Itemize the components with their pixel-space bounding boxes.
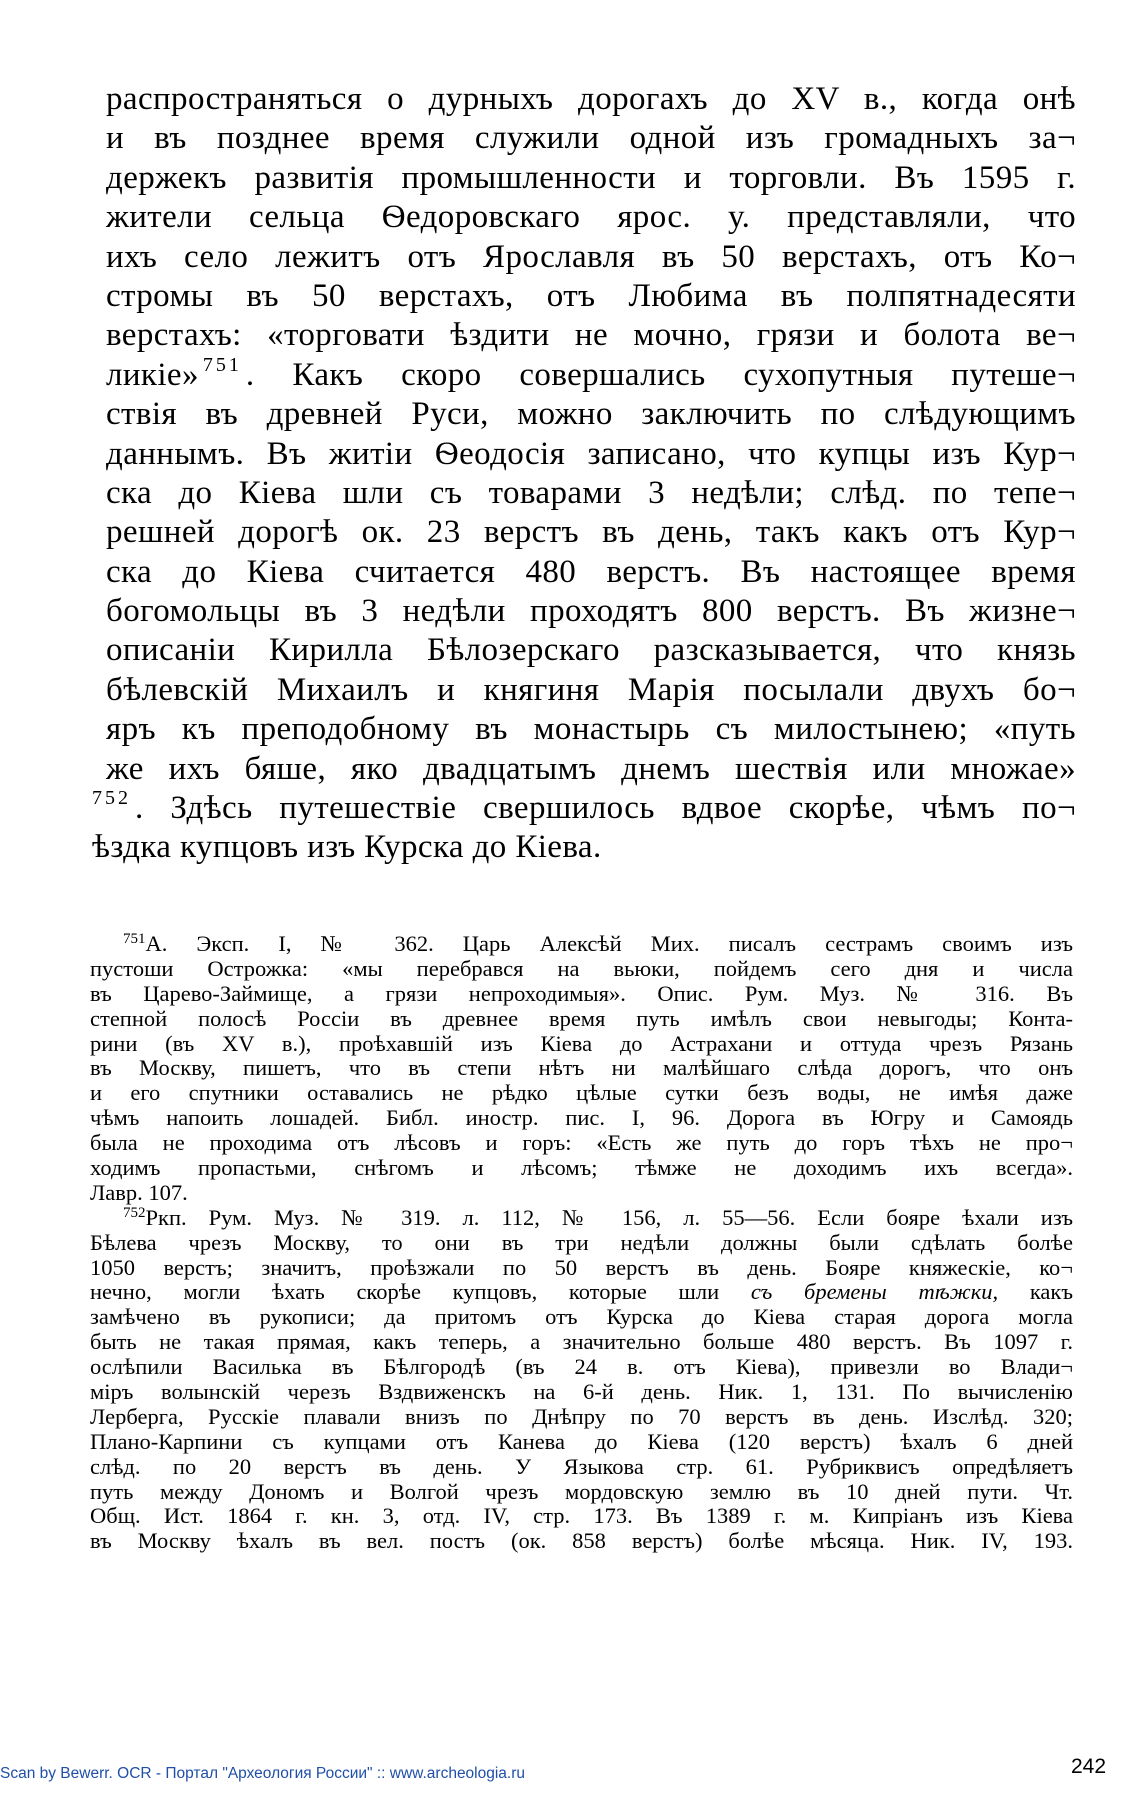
text-line: ска до Кіева считается 480 верстъ. Въ настоящее время [106,553,1076,590]
footnote-ref-751[interactable]: 751 [202,353,242,376]
footnote-mark: 751 [123,931,146,947]
footnote-text: А. Эксп. I, № 362. Царь Алексѣй Мих. писалъ сестрамъ своимъ изъ [145,931,1073,956]
footnote-text: какъ [1029,1279,1073,1305]
text-line: держекъ развитія промышленности и торговли. Въ 1595 г. [106,159,1076,196]
footnote-line: въ Москву, пишетъ, что въ степи нѣтъ ни малѣйшаго слѣда дорогъ, что онъ [90,1055,1073,1081]
main-text [92,80,1076,868]
footnote-line: слѣд. по 20 верстъ въ день. У Языкова стр. 61. Рубриквисъ опредѣляетъ [90,1453,1073,1479]
footnote-mark: 752 [123,1204,146,1221]
footnote-line: 1050 верстъ; значитъ, проѣзжали по 50 верстъ въ день. Бояре княжескіе, ко¬ [90,1254,1073,1280]
text-line: ствія въ древней Руси, можно заключить по слѣдующимъ [106,396,1076,433]
text-line [106,353,1076,395]
text-line: бѣлевскій Михаилъ и княгиня Марія посылали двухъ бо¬ [106,671,1076,708]
text-segment: . Какъ скоро совершались сухопутныя путеше¬ [245,356,1076,393]
footnote-751 [90,932,1073,957]
footnote-line: рини (въ XV в.), проѣхавшій изъ Кіева до Астрахани и оттуда чрезъ Рязань [90,1030,1073,1056]
text-line: ска до Кіева шли съ товарами 3 недѣли; слѣд. по тепе¬ [106,474,1076,511]
footnote-ref-752[interactable]: 752 [92,787,131,810]
text-line: ихъ село лежитъ отъ Ярославля въ 50 верстахъ, отъ Ко¬ [106,238,1076,275]
text-line: ѣздка купцовъ изъ Курска до Кіева. [92,829,602,866]
text-line: жители сельца Ѳедоровскаго ярос. у. представляли, что [106,199,1076,236]
text-segment: ликіе» [106,356,199,393]
footnote-line: ходимъ пропастьми, снѣгомъ и лѣсомъ; тѣмже не доходимъ ихъ всегда». [90,1155,1073,1181]
text-line: верстахъ: «торговати ѣздити не мочно, грязи и болота ве¬ [106,317,1076,354]
footnote-line: Плано-Карпини съ купцами отъ Канева до Кіева (120 верстъ) ѣхалъ 6 дней [90,1428,1073,1454]
page-number: 242 [1071,1755,1107,1778]
footnote-line: Лавр. 107. [90,1179,188,1205]
footnote-line: въ Царево-Займище, а грязи непроходимыя». Опис. Рум. Муз. № 316. Въ [90,980,1073,1006]
text-line: богомольцы въ 3 недѣли проходятъ 800 верстъ. Въ жизне¬ [106,593,1076,630]
text-line: решней дорогѣ ок. 23 верстъ въ день, такъ какъ отъ Кур¬ [106,514,1076,551]
footnote-line: пустоши Острожка: «мы перебрався на вьюки, пойдемъ сего дня и числа [90,955,1073,981]
text-line: же ихъ бяше, яко двадцатымъ днемъ шествія или множае» [106,750,1076,787]
footnote-line: быть не такая прямая, какъ теперь, а значительно больше 480 верстъ. Въ 1097 г. [90,1329,1073,1355]
footnote-line: міръ волынскій черезъ Вздвиженскъ на 6-й день. Ник. 1, 131. По вычисленію [90,1379,1073,1405]
footnote-line: степной полосѣ Россіи въ древнее время путь имѣлъ свои невыгоды; Конта- [90,1005,1073,1031]
footnotes [90,932,1073,1554]
footnote-line: и его спутники оставались не рѣдко цѣлые сутки безъ воды, не имѣя даже [90,1080,1073,1106]
footnote-line: чѣмъ напоить лошадей. Библ. иностр. пис. I, 96. Дорога въ Югру и Самоядь [90,1105,1073,1131]
text-line: яръ къ преподобному въ монастырь съ милостынею; «путь [106,711,1076,748]
text-line: стромы въ 50 верстахъ, отъ Любима въ полпятнадесяти [106,277,1076,314]
footnote-line: была не проходима отъ лѣсовъ и горъ: «Есть же путь до горъ тѣхъ не про¬ [90,1130,1073,1156]
footnote-line: Лерберга, Русскіе плавали внизъ по Днѣпру по 70 верстъ въ день. Изслѣд. 320; [90,1403,1073,1429]
footnote-line: въ Москву ѣхалъ въ вел. постъ (ок. 858 верстъ) болѣе мѣсяца. Ник. IV, 193. [90,1528,1073,1554]
footnote-line: Общ. Ист. 1864 г. кн. 3, отд. IV, стр. 173. Въ 1389 г. м. Кипріанъ изъ Кіева [90,1503,1073,1529]
footnote-line: путь между Дономъ и Волгой чрезъ мордовскую землю въ 10 дней пути. Чт. [90,1478,1073,1504]
text-line: распространяться о дурныхъ дорогахъ до XV в., когда онѣ [106,81,1076,117]
text-line: даннымъ. Въ житіи Ѳеодосія записано, что купцы изъ Кур¬ [106,435,1076,472]
footnote-line: Бѣлева чрезъ Москву, то они въ три недѣли должны были сдѣлать болѣе [90,1229,1073,1255]
text-line [92,789,1076,828]
text-segment: . Здѣсь путешествіе свершилось вдвое скорѣе, чѣмъ по¬ [135,790,1076,827]
footnote-text: Ркп. Рум. Муз. № 319. л. 112, № 156, л. 55—56. Если бояре ѣхали изъ [145,1204,1073,1230]
text-line: описаніи Кирилла Бѣлозерскаго разсказывается, что князь [106,632,1076,669]
footnote-line: замѣчено въ рукописи; да притомъ отъ Курска до Кіева старая дорога могла [90,1304,1073,1330]
scan-source-link[interactable]: Scan by Bewerr. OCR - Портал "Археология России" :: www.archeologia.ru [0,1765,526,1782]
footnote-text: нечно, могли ѣхать скорѣе купцовъ, которые шли [90,1279,720,1305]
quote-italic: съ бремены тѣжки, [750,1279,999,1305]
text-line: и въ позднее время служили одной изъ громадныхъ за¬ [106,120,1076,157]
footnote-752 [90,1206,1073,1231]
footnote-line [90,1280,1073,1305]
footnote-line: ослѣпили Василька въ Бѣлгородѣ (въ 24 в. отъ Кіева), привезли во Влади¬ [90,1354,1073,1380]
